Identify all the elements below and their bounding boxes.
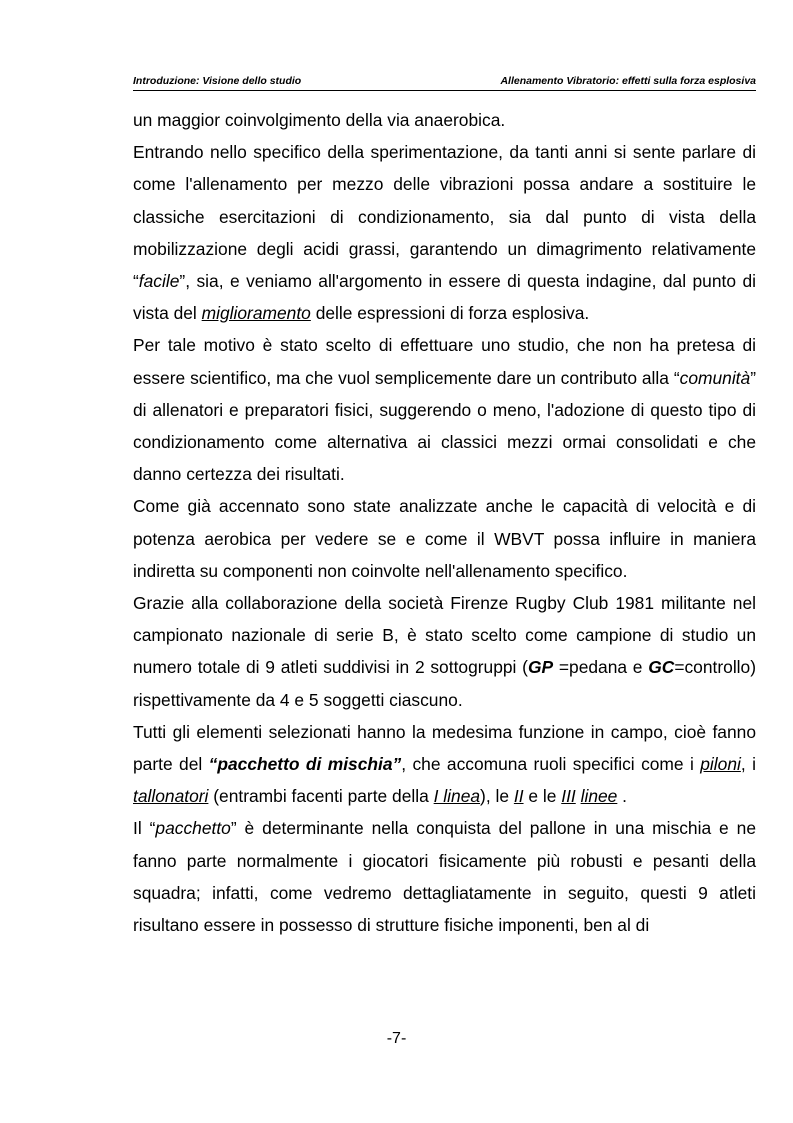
emphasis-piloni: piloni [700,754,741,775]
paragraph-7: Il “pacchetto” è determinante nella conquista del pallone in una mischia e ne fanno parte normalmente i giocatori fisicamente più robusti e pesanti della squadra; infatti, come vedremo dettagliatamente in seguito, questi 9 atleti risultano essere in possesso di strutture fisiche imponenti, ben al di [133,818,756,936]
abbr-gc: GC [648,657,675,678]
emphasis-facile: facile [138,271,180,292]
paragraph-1: un maggior coinvolgimento della via anaerobica. [133,110,506,130]
paragraph-5: Grazie alla collaborazione della società Firenze Rugby Club 1981 militante nel campionato nazionale di serie B, è stato scelto come campione di studio un numero totale di 9 atleti suddivisi in 2 sottogruppi (GP =pedana e GC=controllo) rispettivamente da 4 e 5 soggetti ciascuno. [133,593,757,710]
emphasis-tallonatori: tallonatori [133,786,209,807]
paragraph-4: Come già accennato sono state analizzate anche le capacità di velocità e di potenza aerobica per vedere se e come il WBVT possa influire in maniera indiretta su componenti non coinvolte nell'allenamento specifico. [133,496,756,581]
running-header [133,74,756,91]
emphasis-i-linea: I linea [433,786,481,807]
paragraph-2: Entrando nello specifico della sperimentazione, da tanti anni si sente parlare di come l'allenamento per mezzo delle vibrazioni possa andare a sostituire le classiche esercitazioni di condizionamento, sia dal punto di vista della mobilizzazione degli acidi grassi, garantendo un dimagrimento relativamente “facile”, sia, e veniamo all'argomento in essere di questa indagine, dal punto di vista del miglioramento delle espressioni di forza esplosiva. [133,142,756,324]
emphasis-pacchetto-di-mischia: “pacchetto di mischia” [208,754,402,775]
emphasis-miglioramento: miglioramento [201,303,311,324]
emphasis-pacchetto: pacchetto [155,818,231,839]
paragraph-6: Tutti gli elementi selezionati hanno la medesima funzione in campo, cioè fanno parte del “pacchetto di mischia”, che accomuna ruoli specifici come i piloni, i tallonatori (entrambi facenti parte della I linea), le II e le III linee . [133,721,756,807]
page-number: -7- [386,1030,407,1047]
header-document-title: Allenamento Vibratorio: effetti sulla forza esplosiva [500,75,756,87]
abbr-gp: GP [527,657,554,678]
header-chapter-title: Introduzione: Visione dello studio [133,75,302,87]
body-text [133,104,756,941]
emphasis-linee: linee [580,786,618,807]
emphasis-comunita: comunità [679,367,751,388]
paragraph-3: Per tale motivo è stato scelto di effettuare uno studio, che non ha pretesa di essere scientifico, ma che vuol semplicemente dare un contributo alla “comunità” di allenatori e preparatori fisici, suggerendo o meno, l'adozione di questo tipo di condizionamento come alternativa ai classici mezzi ormai consolidati e che danno certezza dei risultati. [133,335,756,485]
emphasis-iii: III [561,786,576,807]
emphasis-ii: II [513,786,524,807]
